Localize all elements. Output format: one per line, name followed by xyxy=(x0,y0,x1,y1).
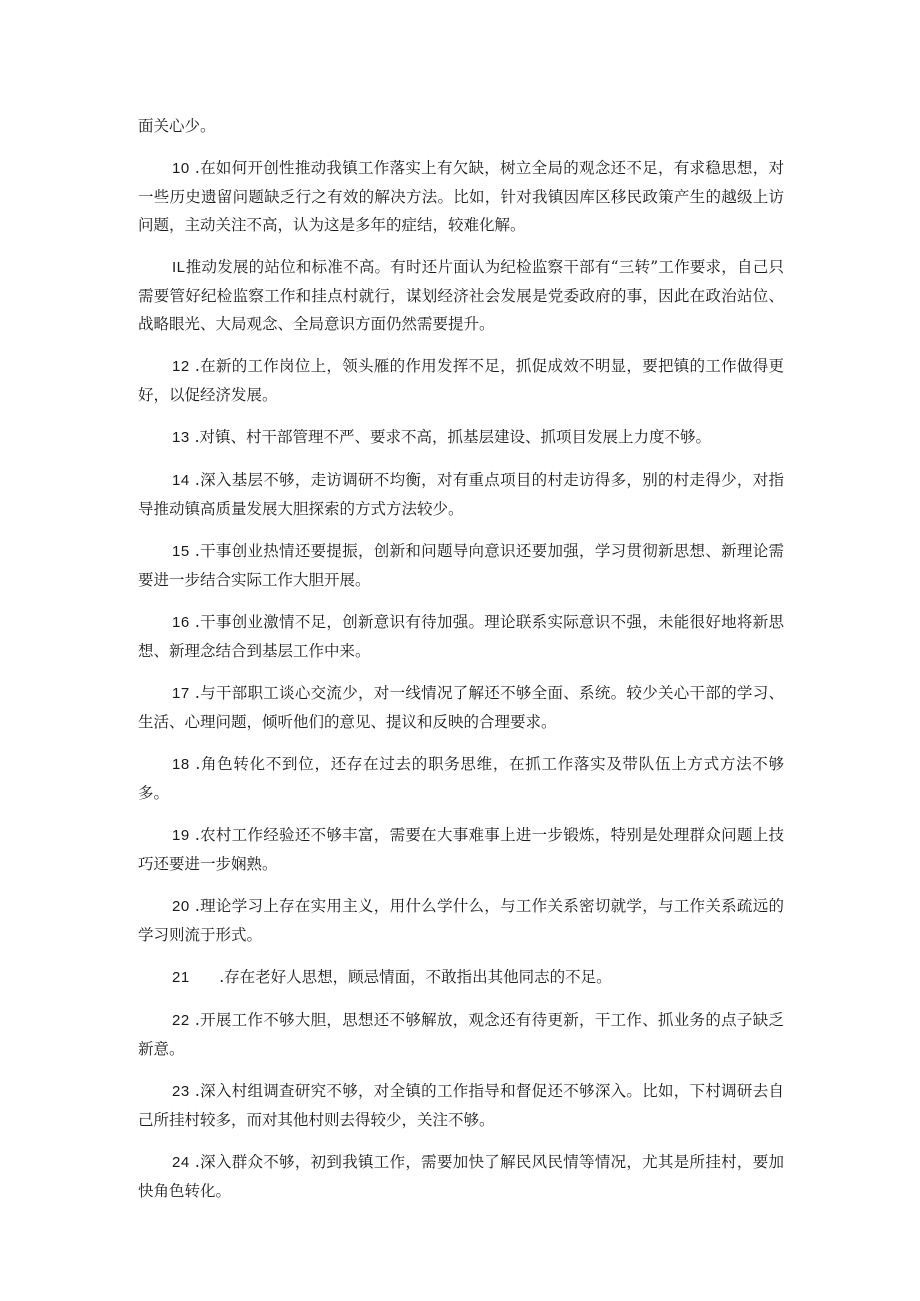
paragraph-11 xyxy=(138,253,784,338)
paragraph-text: .深入村组调查研究不够，对全镇的工作指导和督促还不够深入。比如，下村调研去自己所挂村较多，而对其他村则去得较少，关注不够。 xyxy=(138,1082,784,1129)
document-body xyxy=(138,112,784,1219)
paragraph-text: .在如何开创性推动我镇工作落实上有欠缺，树立全局的观念还不足，有求稳思想，对一些历史遗留问题缺乏行之有效的解决方法。比如，针对我镇因库区移民政策产生的越级上访问题，主动关注不高，认为这是多年的症结，较难化解。 xyxy=(138,159,784,234)
paragraph-text: 推动发展的站位和标准不高。有时还片面认为纪检监察干部有“三转”工作要求，自己只需要管好纪检监察工作和挂点村就行，谋划经济社会发展是党委政府的事，因此在政治站位、战略眼光、大局观念、全局意识方面仍然需要提升。 xyxy=(138,258,784,333)
paragraph-21 xyxy=(138,963,784,992)
paragraph-number: 17 xyxy=(172,685,190,702)
paragraph-number: 20 xyxy=(172,898,190,915)
paragraph-text: .深入基层不够，走访调研不均衡，对有重点项目的村走访得多，别的村走得少，对指导推动镇高质量发展大胆探索的方式方法较少。 xyxy=(138,471,784,518)
paragraph-number: 21 xyxy=(172,969,190,986)
paragraph-text: .农村工作经验还不够丰富，需要在大事难事上进一步锻炼，特别是处理群众问题上技巧还要进一步娴熟。 xyxy=(138,826,784,873)
paragraph-text: .角色转化不到位，还存在过去的职务思维，在抓工作落实及带队伍上方式方法不够多。 xyxy=(138,755,784,802)
paragraph-12 xyxy=(138,352,784,409)
paragraph-text: .干事创业激情不足，创新意识有待加强。理论联系实际意识不强，未能很好地将新思想、新理念结合到基层工作中来。 xyxy=(138,613,784,660)
paragraph-19 xyxy=(138,821,784,878)
paragraph-22 xyxy=(138,1006,784,1063)
paragraph-text: .存在老好人思想，顾忌情面，不敢指出其他同志的不足。 xyxy=(189,968,612,986)
paragraph-number: 23 xyxy=(172,1083,190,1100)
paragraph-number: 15 xyxy=(172,543,190,560)
paragraph-text: .与干部职工谈心交流少，对一线情况了解还不够全面、系统。较少关心干部的学习、生活、心理问题，倾听他们的意见、提议和反映的合理要求。 xyxy=(138,684,784,731)
paragraph-20 xyxy=(138,892,784,949)
paragraph-text: .深入群众不够，初到我镇工作，需要加快了解民风民情等情况，尤其是所挂村，要加快角色转化。 xyxy=(138,1153,784,1200)
paragraph-number: 24 xyxy=(172,1154,190,1171)
paragraph-24 xyxy=(138,1148,784,1205)
paragraph-17 xyxy=(138,679,784,736)
paragraph-number: 16 xyxy=(172,614,190,631)
paragraph-16 xyxy=(138,608,784,665)
paragraph-text: .对镇、村干部管理不严、要求不高，抓基层建设、抓项目发展上力度不够。 xyxy=(189,428,712,446)
paragraph-10 xyxy=(138,154,784,239)
paragraph-number: 10 xyxy=(172,160,190,177)
paragraph-continued xyxy=(138,112,784,140)
paragraph-text: .理论学习上存在实用主义，用什么学什么，与工作关系密切就学，与工作关系疏远的学习则流于形式。 xyxy=(138,897,784,944)
paragraph-number: 12 xyxy=(172,358,190,375)
paragraph-number: 19 xyxy=(172,827,190,844)
paragraph-15 xyxy=(138,537,784,594)
paragraph-13 xyxy=(138,423,784,452)
paragraph-14 xyxy=(138,466,784,523)
paragraph-18 xyxy=(138,750,784,807)
paragraph-number: 13 xyxy=(172,429,190,446)
paragraph-text: 面关心少。 xyxy=(138,117,216,135)
paragraph-text: .开展工作不够大胆，思想还不够解放，观念还有待更新，干工作、抓业务的点子缺乏新意。 xyxy=(138,1011,784,1058)
paragraph-23 xyxy=(138,1077,784,1134)
paragraph-number: IL xyxy=(172,259,186,276)
paragraph-number: 22 xyxy=(172,1012,190,1029)
paragraph-text: .在新的工作岗位上，领头雁的作用发挥不足，抓促成效不明显，要把镇的工作做得更好，以促经济发展。 xyxy=(138,357,784,404)
paragraph-text: .干事创业热情还要提振，创新和问题导向意识还要加强，学习贯彻新思想、新理论需要进一步结合实际工作大胆开展。 xyxy=(138,542,784,589)
paragraph-number: 18 xyxy=(172,756,190,773)
paragraph-number: 14 xyxy=(172,472,190,489)
